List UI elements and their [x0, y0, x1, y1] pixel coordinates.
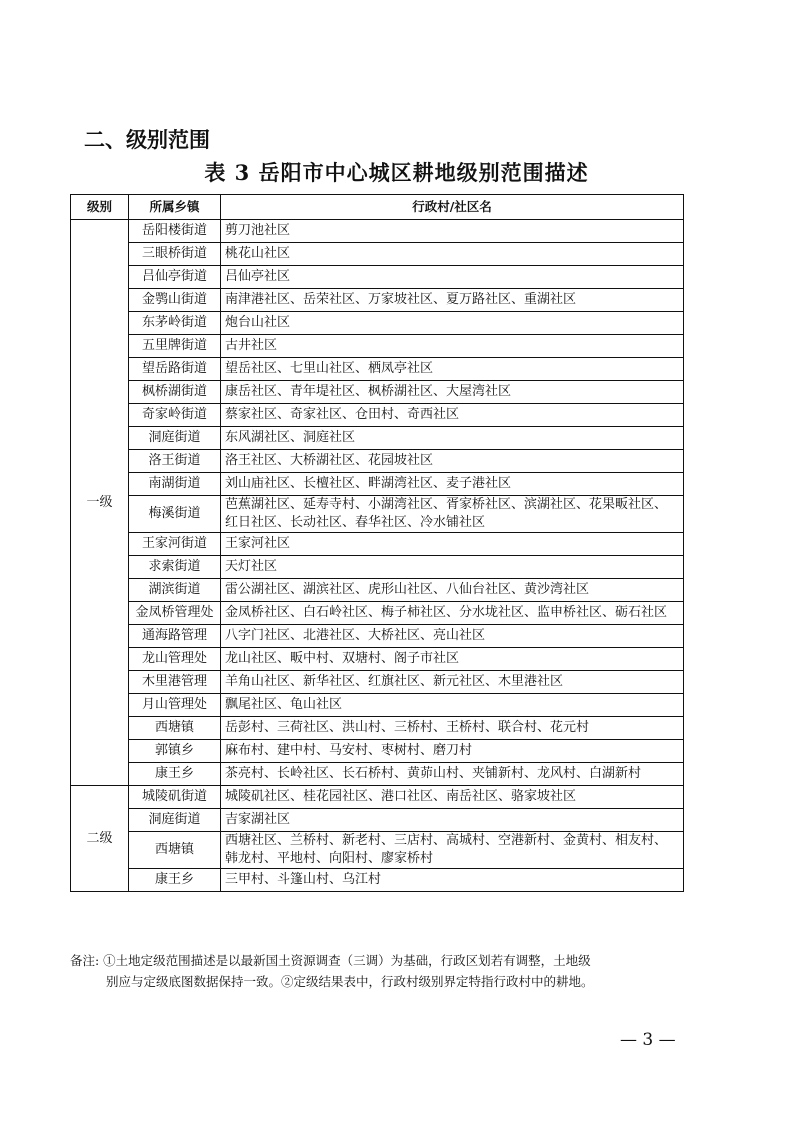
town-cell: 金鹗山街道 [129, 289, 221, 312]
town-cell: 洞庭街道 [129, 427, 221, 450]
table-title: 表 3 岳阳市中心城区耕地级别范围描述 [204, 160, 589, 185]
note-line-1: 备注: ①土地定级范围描述是以最新国土资源调查（三调）为基础，行政区划若有调整，土地级 [70, 953, 591, 968]
table-row [71, 450, 684, 473]
table-row [71, 579, 684, 602]
town-cell: 三眼桥街道 [129, 243, 221, 266]
table-row [71, 533, 684, 556]
villages-cell: 芭蕉湖社区、延寿寺村、小湖湾社区、胥家桥社区、滨湖社区、花果畈社区、红日社区、长动社区、春华社区、冷水铺社区 [221, 496, 684, 533]
table-row [71, 496, 684, 533]
section-heading: 二、级别范围 [84, 128, 210, 152]
town-cell: 求索街道 [129, 556, 221, 579]
level-cell: 二级 [71, 786, 129, 892]
town-cell: 龙山管理处 [129, 648, 221, 671]
town-cell: 西塘镇 [129, 717, 221, 740]
villages-cell: 康岳社区、青年堤社区、枫桥湖社区、大屋湾社区 [221, 381, 684, 404]
header-town: 所属乡镇 [129, 195, 221, 220]
villages-cell: 城陵矶社区、桂花园社区、港口社区、南岳社区、骆家坡社区 [221, 786, 684, 809]
table-row [71, 740, 684, 763]
town-cell: 木里港管理 [129, 671, 221, 694]
level-cell: 一级 [71, 220, 129, 786]
table-row [71, 335, 684, 358]
town-cell: 南湖街道 [129, 473, 221, 496]
table-body [71, 220, 684, 892]
town-cell: 东茅岭街道 [129, 312, 221, 335]
table-row [71, 832, 684, 869]
villages-cell: 望岳社区、七里山社区、栖凤亭社区 [221, 358, 684, 381]
table-row [71, 220, 684, 243]
town-cell: 奇家岭街道 [129, 404, 221, 427]
villages-cell: 金凤桥社区、白石岭社区、梅子柿社区、分水垅社区、监申桥社区、砺石社区 [221, 602, 684, 625]
villages-cell: 桃花山社区 [221, 243, 684, 266]
villages-cell: 天灯社区 [221, 556, 684, 579]
table-row [71, 312, 684, 335]
town-cell: 西塘镇 [129, 832, 221, 869]
table-row [71, 717, 684, 740]
villages-cell: 八字门社区、北港社区、大桥社区、亮山社区 [221, 625, 684, 648]
town-cell: 郭镇乡 [129, 740, 221, 763]
town-cell: 吕仙亭街道 [129, 266, 221, 289]
villages-cell: 羊角山社区、新华社区、红旗社区、新元社区、木里港社区 [221, 671, 684, 694]
town-cell: 洛王街道 [129, 450, 221, 473]
town-cell: 城陵矶街道 [129, 786, 221, 809]
villages-cell: 雷公湖社区、湖滨社区、虎形山社区、八仙台社区、黄沙湾社区 [221, 579, 684, 602]
notes [70, 950, 683, 992]
town-cell: 通海路管理 [129, 625, 221, 648]
table-row [71, 625, 684, 648]
table-row [71, 694, 684, 717]
note-line-2: 别应与定级底图数据保持一致。②定级结果表中，行政村级别界定特指行政村中的耕地。 [106, 974, 594, 989]
table-row [71, 266, 684, 289]
villages-cell: 岳彭村、三荷社区、洪山村、三桥村、王桥村、联合村、花元村 [221, 717, 684, 740]
table-row [71, 427, 684, 450]
table-row [71, 404, 684, 427]
table-row [71, 763, 684, 786]
villages-cell: 刘山庙社区、长檀社区、畔湖湾社区、麦子港社区 [221, 473, 684, 496]
town-cell: 五里牌街道 [129, 335, 221, 358]
town-cell: 湖滨街道 [129, 579, 221, 602]
villages-cell: 古井社区 [221, 335, 684, 358]
villages-cell: 南津港社区、岳荣社区、万家坡社区、夏万路社区、重湖社区 [221, 289, 684, 312]
villages-cell: 麻布村、建中村、马安村、枣树村、磨刀村 [221, 740, 684, 763]
table-row [71, 602, 684, 625]
table-row [71, 358, 684, 381]
table-row [71, 556, 684, 579]
villages-cell: 剪刀池社区 [221, 220, 684, 243]
table-row [71, 648, 684, 671]
town-cell: 洞庭街道 [129, 809, 221, 832]
table-row [71, 243, 684, 266]
villages-cell: 龙山社区、畈中村、双塘村、阁子市社区 [221, 648, 684, 671]
town-cell: 枫桥湖街道 [129, 381, 221, 404]
villages-cell: 炮台山社区 [221, 312, 684, 335]
table-row [71, 671, 684, 694]
table-row [71, 381, 684, 404]
town-cell: 康王乡 [129, 869, 221, 892]
header-villages: 行政村/社区名 [221, 195, 684, 220]
page-number: — 3 — [620, 1030, 676, 1050]
town-cell: 梅溪街道 [129, 496, 221, 533]
villages-cell: 东风湖社区、洞庭社区 [221, 427, 684, 450]
villages-cell: 西塘社区、兰桥村、新老村、三店村、高城村、空港新村、金黄村、相友村、韩龙村、平地村、向阳村、廖家桥村 [221, 832, 684, 869]
header-level: 级别 [71, 195, 129, 220]
town-cell: 月山管理处 [129, 694, 221, 717]
town-cell: 岳阳楼街道 [129, 220, 221, 243]
table-row [71, 809, 684, 832]
town-cell: 康王乡 [129, 763, 221, 786]
villages-cell: 洛王社区、大桥湖社区、花园坡社区 [221, 450, 684, 473]
villages-cell: 茶亮村、长岭社区、长石桥村、黄茆山村、夹铺新村、龙风村、白湖新村 [221, 763, 684, 786]
villages-cell: 王家河社区 [221, 533, 684, 556]
grade-range-table [70, 194, 684, 892]
town-cell: 望岳路街道 [129, 358, 221, 381]
town-cell: 金凤桥管理处 [129, 602, 221, 625]
town-cell: 王家河街道 [129, 533, 221, 556]
table-row [71, 786, 684, 809]
table-row [71, 289, 684, 312]
table-row [71, 473, 684, 496]
villages-cell: 蔡家社区、奇家社区、仓田村、奇西社区 [221, 404, 684, 427]
table-header-row [71, 195, 684, 220]
villages-cell: 吉家湖社区 [221, 809, 684, 832]
villages-cell: 飘尾社区、龟山社区 [221, 694, 684, 717]
villages-cell: 三甲村、斗篷山村、乌江村 [221, 869, 684, 892]
villages-cell: 吕仙亭社区 [221, 266, 684, 289]
table-row [71, 869, 684, 892]
